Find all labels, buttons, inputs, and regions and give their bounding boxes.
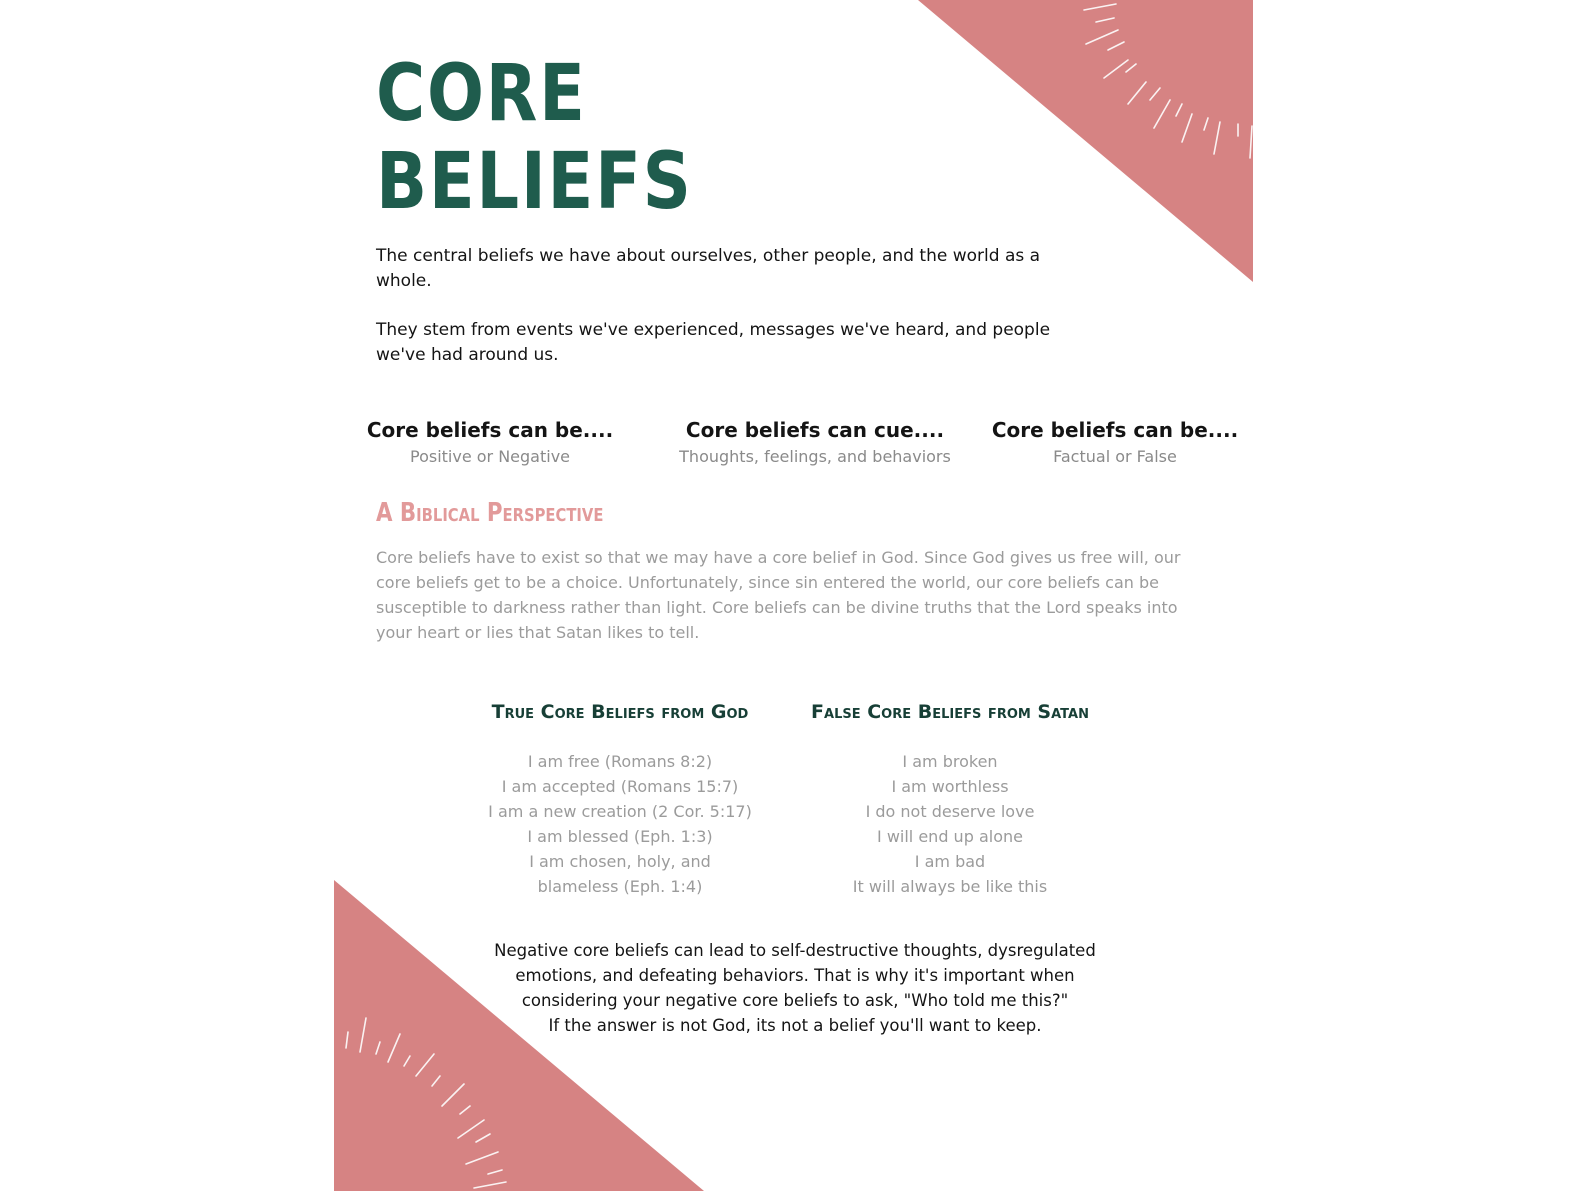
intro-paragraph-1: The central beliefs we have about ourselves, other people, and the world as a whole. xyxy=(376,246,1041,291)
closing-line-4: If the answer is not God, its not a belief you'll want to keep. xyxy=(548,1016,1042,1035)
biblical-perspective-heading: A Biblical Perspective xyxy=(376,498,604,528)
closing-line-2: emotions, and defeating behaviors. That is why it's important when xyxy=(515,966,1075,985)
fact-heading-3: Core beliefs can be.... xyxy=(991,418,1239,442)
list-item: I am bad xyxy=(914,852,986,871)
closing-paragraph xyxy=(440,938,1150,1038)
true-beliefs-column xyxy=(455,697,785,899)
fact-sub-2: Thoughts, feelings, and behaviors xyxy=(679,447,951,466)
true-beliefs-list xyxy=(455,749,785,899)
list-item: I am worthless xyxy=(891,777,1009,796)
closing-line-1: Negative core beliefs can lead to self-destructive thoughts, dysregulated xyxy=(494,941,1096,960)
list-item: It will always be like this xyxy=(852,877,1048,896)
fact-heading-1: Core beliefs can be.... xyxy=(366,418,614,442)
fact-column-3 xyxy=(955,416,1275,470)
false-beliefs-heading: False Core Beliefs from Satan xyxy=(811,701,1089,723)
list-item: I am a new creation (2 Cor. 5:17) xyxy=(488,802,752,821)
list-item: I am free (Romans 8:2) xyxy=(527,752,713,771)
list-item: I will end up alone xyxy=(877,827,1023,846)
corner-triangle-top-right xyxy=(918,0,1253,282)
closing-line-3: considering your negative core beliefs to ask, "Who told me this?" xyxy=(521,991,1069,1010)
list-item: blameless (Eph. 1:4) xyxy=(537,877,703,896)
intro-section xyxy=(376,244,1096,392)
false-beliefs-column xyxy=(785,697,1115,899)
core-belief-facts xyxy=(0,416,1588,476)
list-item: I am broken xyxy=(902,752,998,771)
fact-heading-2: Core beliefs can cue.... xyxy=(685,418,945,442)
intro-paragraph-2: They stem from events we've experienced, messages we've heard, and people we've had around us. xyxy=(376,320,1051,365)
page-title xyxy=(376,50,693,226)
list-item: I am accepted (Romans 15:7) xyxy=(501,777,739,796)
false-beliefs-list xyxy=(785,749,1115,899)
fact-column-2 xyxy=(655,416,975,470)
biblical-perspective-body: Core beliefs have to exist so that we may have a core belief in God. Since God gives us free will, our core beliefs get to be a choice. Unfortunately, since sin entered the world, our core beliefs can be susceptible to darkness rather than light. Core beliefs can be divine truths that the Lord speaks into your heart or lies that Satan likes to tell. xyxy=(376,548,1181,642)
fact-sub-3: Factual or False xyxy=(1053,447,1177,466)
fact-sub-1: Positive or Negative xyxy=(409,447,571,466)
list-item: I do not deserve love xyxy=(865,802,1035,821)
page-title-line-1: CORE xyxy=(376,49,587,139)
fact-column-1 xyxy=(330,416,650,470)
list-item: I am blessed (Eph. 1:3) xyxy=(527,827,713,846)
list-item: I am chosen, holy, and xyxy=(529,852,711,871)
true-beliefs-heading: True Core Beliefs from God xyxy=(491,701,749,723)
page-title-line-2: BELIEFS xyxy=(376,137,693,227)
